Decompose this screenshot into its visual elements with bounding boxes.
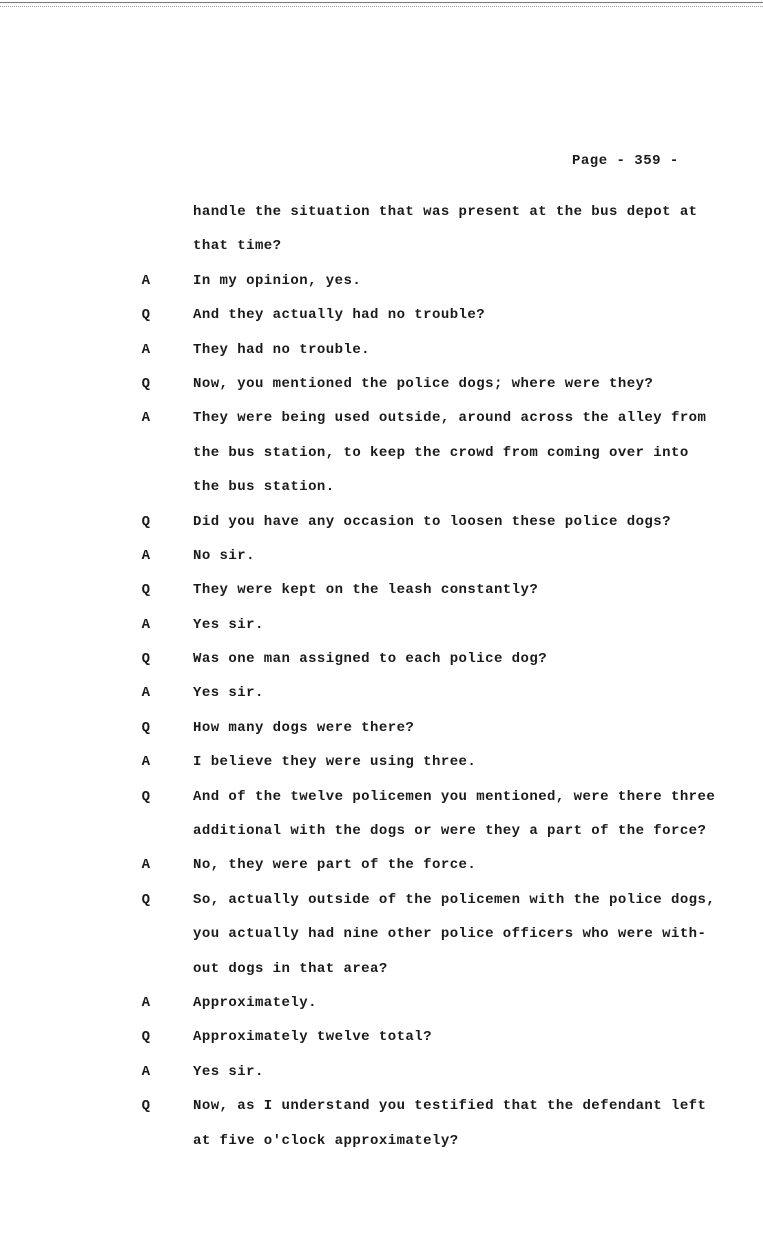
transcript-line bbox=[0, 889, 763, 923]
speaker-marker: A bbox=[141, 994, 151, 1011]
transcript-line bbox=[0, 786, 763, 820]
transcript-line bbox=[0, 304, 763, 338]
line-text: How many dogs were there? bbox=[193, 719, 415, 736]
speaker-marker: Q bbox=[141, 1029, 151, 1046]
line-text: They had no trouble. bbox=[193, 341, 371, 358]
line-text: Did you have any occasion to loosen these police dogs? bbox=[193, 513, 671, 530]
line-text: They were being used outside, around across the alley from bbox=[193, 410, 707, 427]
transcript-line bbox=[0, 820, 763, 854]
transcript-line bbox=[0, 407, 763, 441]
transcript-line bbox=[0, 1130, 763, 1164]
line-text: Yes sir. bbox=[193, 1063, 264, 1080]
page-number: Page - 359 - bbox=[572, 153, 679, 169]
speaker-marker: A bbox=[141, 341, 151, 358]
transcript-line bbox=[0, 717, 763, 751]
line-text: No, they were part of the force. bbox=[193, 857, 477, 874]
speaker-marker: A bbox=[141, 1063, 151, 1080]
speaker-marker: A bbox=[141, 754, 151, 771]
line-text: Approximately twelve total? bbox=[193, 1029, 432, 1046]
line-text: Approximately. bbox=[193, 994, 317, 1011]
speaker-marker: Q bbox=[141, 651, 151, 668]
line-text: They were kept on the leash constantly? bbox=[193, 582, 539, 599]
transcript-line bbox=[0, 201, 763, 235]
line-text: Yes sir. bbox=[193, 685, 264, 702]
speaker-marker: Q bbox=[141, 513, 151, 530]
line-text: No sir. bbox=[193, 547, 255, 564]
line-text: In my opinion, yes. bbox=[193, 272, 362, 289]
speaker-marker: A bbox=[141, 547, 151, 564]
line-text: at five o'clock approximately? bbox=[193, 1132, 459, 1149]
line-text: So, actually outside of the policemen with the police dogs, bbox=[193, 891, 716, 908]
line-text: you actually had nine other police officers who were with- bbox=[193, 926, 707, 943]
transcript-line bbox=[0, 1095, 763, 1129]
transcript-line bbox=[0, 854, 763, 888]
speaker-marker: A bbox=[141, 857, 151, 874]
transcript-body bbox=[0, 201, 763, 1164]
speaker-marker: A bbox=[141, 685, 151, 702]
line-text: Was one man assigned to each police dog? bbox=[193, 651, 548, 668]
transcript-line bbox=[0, 511, 763, 545]
line-text: And they actually had no trouble? bbox=[193, 307, 486, 324]
transcript-line bbox=[0, 545, 763, 579]
speaker-marker: A bbox=[141, 272, 151, 289]
top-rule bbox=[0, 2, 763, 7]
speaker-marker: Q bbox=[141, 788, 151, 805]
transcript-line bbox=[0, 579, 763, 613]
transcript-line bbox=[0, 992, 763, 1026]
transcript-line bbox=[0, 442, 763, 476]
speaker-marker: Q bbox=[141, 582, 151, 599]
line-text: handle the situation that was present at the bus depot at bbox=[193, 204, 698, 220]
line-text: the bus station, to keep the crowd from coming over into bbox=[193, 444, 689, 461]
line-text: Yes sir. bbox=[193, 616, 264, 633]
transcript-line bbox=[0, 339, 763, 373]
transcript-line bbox=[0, 614, 763, 648]
line-text: that time? bbox=[193, 238, 282, 255]
transcript-line bbox=[0, 476, 763, 510]
line-text: out dogs in that area? bbox=[193, 960, 388, 977]
speaker-marker: Q bbox=[141, 1098, 151, 1115]
line-text: additional with the dogs or were they a part of the force? bbox=[193, 823, 707, 840]
transcript-line bbox=[0, 751, 763, 785]
line-text: Now, you mentioned the police dogs; where were they? bbox=[193, 375, 654, 392]
speaker-marker: Q bbox=[141, 719, 151, 736]
speaker-marker: Q bbox=[141, 375, 151, 392]
speaker-marker: Q bbox=[141, 307, 151, 324]
transcript-line bbox=[0, 1026, 763, 1060]
transcript-line bbox=[0, 923, 763, 957]
transcript-line bbox=[0, 1061, 763, 1095]
transcript-line bbox=[0, 682, 763, 716]
line-text: Now, as I understand you testified that the defendant left bbox=[193, 1098, 707, 1115]
transcript-line bbox=[0, 648, 763, 682]
line-text: the bus station. bbox=[193, 479, 335, 496]
transcript-line bbox=[0, 270, 763, 304]
speaker-marker: A bbox=[141, 616, 151, 633]
speaker-marker: Q bbox=[141, 891, 151, 908]
speaker-marker: A bbox=[141, 410, 151, 427]
transcript-line bbox=[0, 958, 763, 992]
transcript-line bbox=[0, 235, 763, 269]
line-text: And of the twelve policemen you mentioned, were there three bbox=[193, 788, 716, 805]
transcript-line bbox=[0, 373, 763, 407]
line-text: I believe they were using three. bbox=[193, 754, 477, 771]
